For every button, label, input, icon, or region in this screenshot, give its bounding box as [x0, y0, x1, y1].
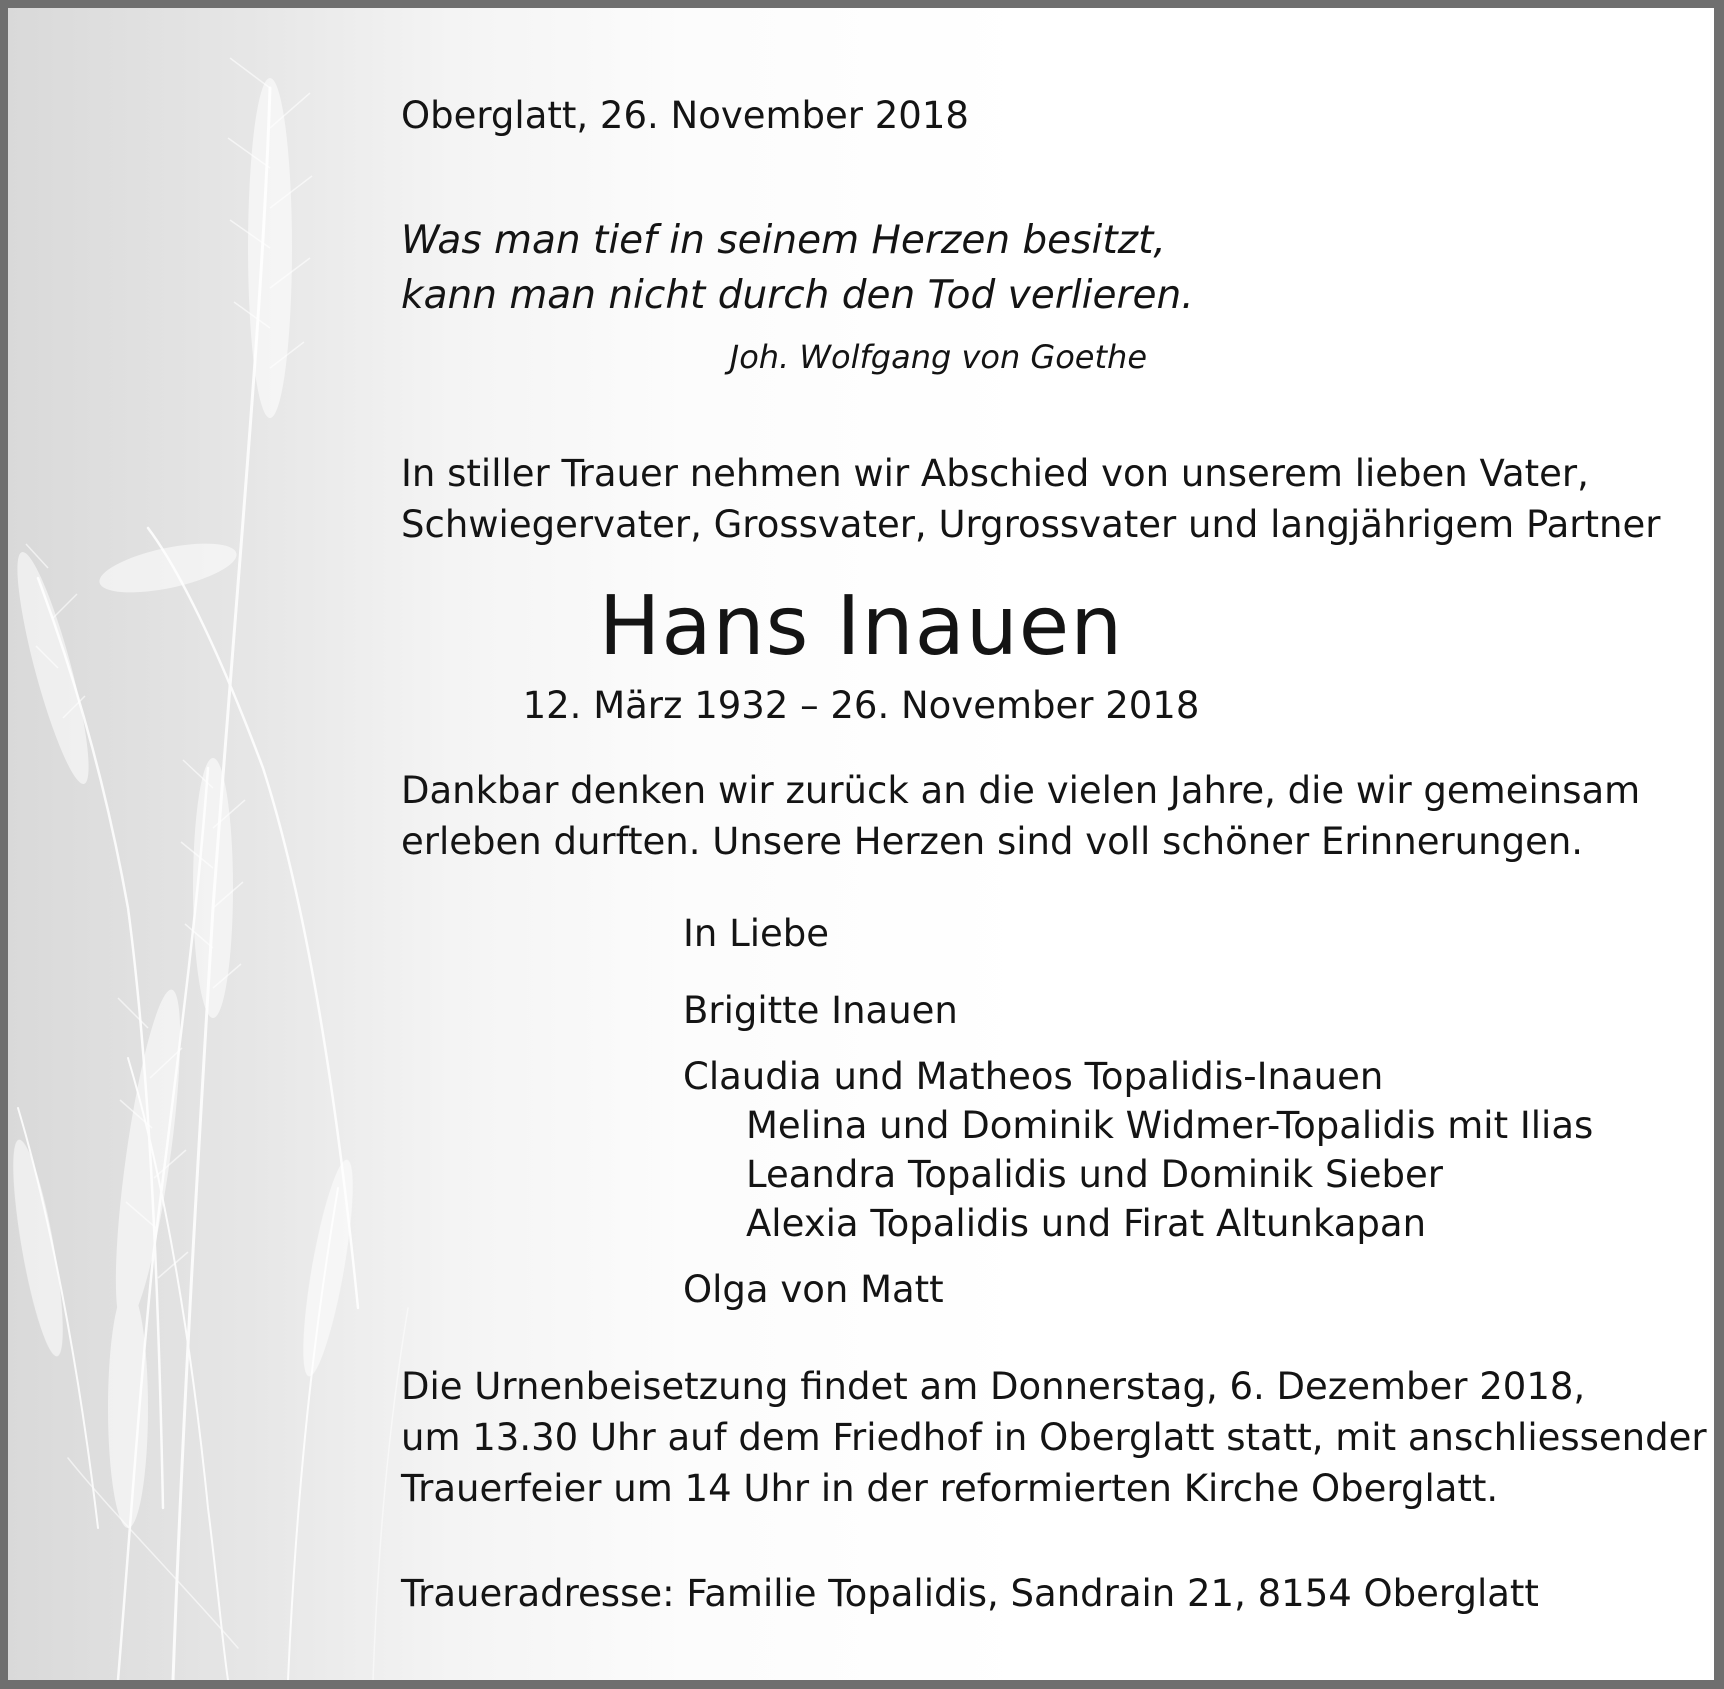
- ceremony-line-2: um 13.30 Uhr auf dem Friedhof in Oberglatt statt, mit anschliessender: [401, 1416, 1707, 1459]
- quote-author: Joh. Wolfgang von Goethe: [729, 338, 1147, 376]
- mourner-name: Claudia und Matheos Topalidis-Inauen: [683, 1055, 1384, 1098]
- thanks-line-1: Dankbar denken wir zurück an die vielen Jahre, die wir gemeinsam: [401, 769, 1641, 812]
- obituary-card: [8, 8, 1714, 1680]
- deceased-name: Hans Inauen: [598, 579, 1124, 674]
- thanks-line-2: erleben durften. Unsere Herzen sind voll schöner Erinnerungen.: [401, 820, 1584, 863]
- mourner-name: Olga von Matt: [683, 1268, 944, 1311]
- place-date: Oberglatt, 26. November 2018: [401, 94, 969, 137]
- life-dates: 12. März 1932 – 26. November 2018: [522, 684, 1200, 727]
- mourner-name: Brigitte Inauen: [683, 989, 958, 1032]
- intro-line-1: In stiller Trauer nehmen wir Abschied von unserem lieben Vater,: [401, 452, 1589, 495]
- quote-line-2: kann man nicht durch den Tod verlieren.: [401, 273, 1194, 318]
- mourner-name: Alexia Topalidis und Firat Altunkapan: [746, 1202, 1427, 1245]
- mourner-name: Leandra Topalidis und Dominik Sieber: [746, 1153, 1443, 1196]
- ceremony-line-3: Trauerfeier um 14 Uhr in der reformierten Kirche Oberglatt.: [401, 1467, 1499, 1510]
- ceremony-line-1: Die Urnenbeisetzung findet am Donnerstag, 6. Dezember 2018,: [401, 1365, 1586, 1408]
- mourner-name: Melina und Dominik Widmer-Topalidis mit Ilias: [746, 1104, 1594, 1147]
- greeting: In Liebe: [683, 912, 830, 955]
- intro-line-2: Schwiegervater, Grossvater, Urgrossvater und langjährigem Partner: [401, 503, 1661, 546]
- quote-line-1: Was man tief in seinem Herzen besitzt,: [401, 218, 1166, 263]
- mourning-address: Traueradresse: Familie Topalidis, Sandrain 21, 8154 Oberglatt: [401, 1572, 1539, 1615]
